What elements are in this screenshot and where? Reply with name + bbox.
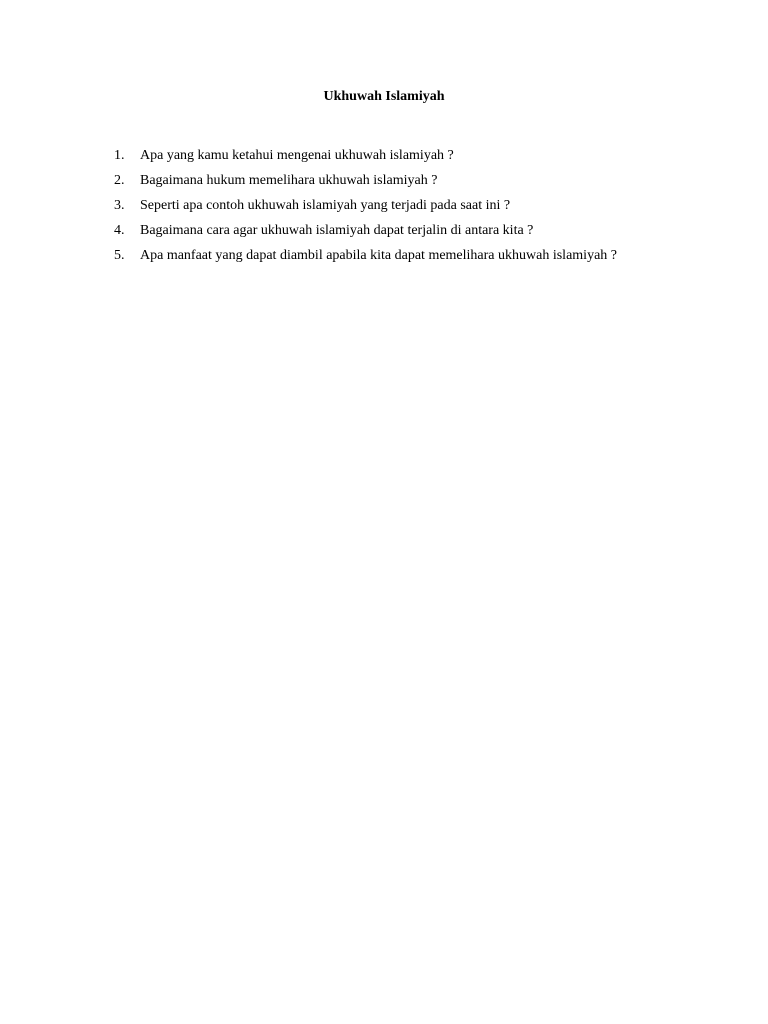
question-text: Bagaimana cara agar ukhuwah islamiyah dapat terjalin di antara kita ? — [140, 223, 534, 238]
question-text: Seperti apa contoh ukhuwah islamiyah yang terjadi pada saat ini ? — [140, 198, 511, 213]
question-number: 4. — [114, 223, 125, 238]
question-text: Apa manfaat yang dapat diambil apabila kita dapat memelihara ukhuwah islamiyah ? — [140, 248, 617, 263]
question-item — [114, 197, 734, 222]
question-item — [114, 147, 734, 172]
question-list — [114, 147, 734, 272]
question-number: 3. — [114, 198, 125, 213]
question-text: Bagaimana hukum memelihara ukhuwah islamiyah ? — [140, 173, 438, 188]
question-number: 1. — [114, 148, 125, 163]
question-number: 5. — [114, 248, 125, 263]
document-title: Ukhuwah Islamiyah — [323, 89, 445, 104]
question-number: 2. — [114, 173, 125, 188]
question-text: Apa yang kamu ketahui mengenai ukhuwah islamiyah ? — [140, 148, 454, 163]
question-item — [114, 247, 734, 272]
question-item — [114, 172, 734, 197]
question-item — [114, 222, 734, 247]
